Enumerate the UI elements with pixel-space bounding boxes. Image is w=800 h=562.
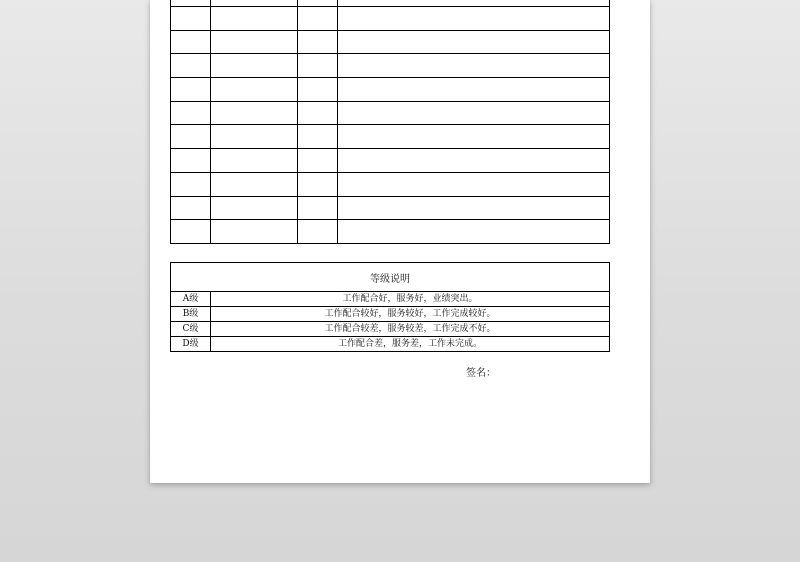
evaluation-grid [170, 0, 610, 244]
table-row [171, 149, 610, 173]
table-row [171, 337, 610, 352]
table-row [171, 172, 610, 196]
document-page [150, 0, 650, 483]
grade-cell: D级 [171, 337, 211, 352]
table-row [171, 30, 610, 54]
grade-cell: C级 [171, 322, 211, 337]
table-row [171, 7, 610, 31]
grade-description: 工作配合好，服务好，业绩突出。 [211, 292, 610, 307]
legend-title: 等级说明 [171, 263, 610, 292]
table-row [171, 220, 610, 244]
table-row [171, 292, 610, 307]
table-row [171, 322, 610, 337]
grade-legend-table [170, 262, 610, 352]
grade-description: 工作配合较好，服务较好，工作完成较好。 [211, 307, 610, 322]
grade-cell: B级 [171, 307, 211, 322]
table-row [171, 78, 610, 102]
signature-label: 签名： [466, 368, 496, 379]
grade-description: 工作配合较差，服务较差，工作完成不好。 [211, 322, 610, 337]
legend-title-row [171, 263, 610, 292]
grade-description: 工作配合差，服务差，工作未完成。 [211, 337, 610, 352]
table-row [171, 125, 610, 149]
table-row [171, 196, 610, 220]
table-row [171, 54, 610, 78]
grade-cell: A级 [171, 292, 211, 307]
table-row [171, 307, 610, 322]
table-row [171, 101, 610, 125]
